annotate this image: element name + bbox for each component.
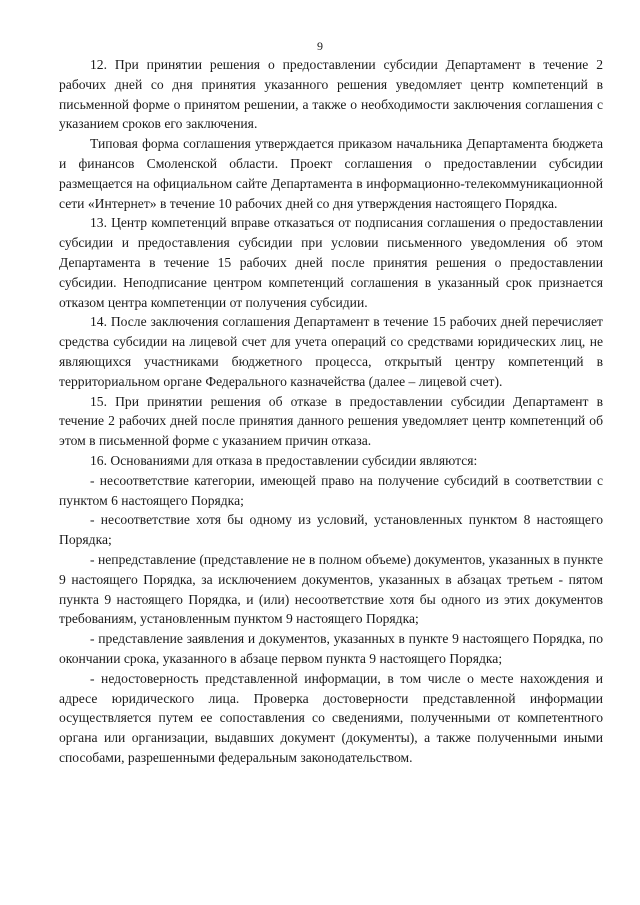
paragraph-15-refusal-notification: 15. При принятии решения об отказе в предоставлении субсидии Департамент в течение 2 рабочих дней после принятия данного решения уведомляет центр компетенций об этом в письменной форме с указанием причин отказа.: [59, 393, 603, 449]
document-body: [59, 55, 603, 768]
list-item-inaccurate-information: - недостоверность представленной информации, в том числе о месте нахождения и адресе юридического лица. Проверка достоверности представленной информации осуществляется путем ее сопоставления со сведениями, полученными от компетентного органа или организации, выдавших документ (документы), а также полученными иными способами, разрешенными федеральным законодательством.: [59, 670, 603, 765]
list-item-documents-missing: - непредставление (представление не в полном объеме) документов, указанных в пункте 9 настоящего Порядка, за исключением документов, указанных в абзацах третьем - пятом пункта 9 настоящего Порядка, и (или) несоответствие хотя бы одного из этих документов требованиям, установленным пунктом 9 настоящего Порядка;: [59, 551, 603, 627]
paragraph-agreement-template: Типовая форма соглашения утверждается приказом начальника Департамента бюджета и финансов Смоленской области. Проект соглашения о предоставлении субсидии размещается на официальном сайте Департамента в информационно-телекоммуникационной сети «Интернет» в течение 10 рабочих дней со дня утверждения настоящего Порядка.: [59, 136, 603, 211]
list-item-late-submission: - представление заявления и документов, указанных в пункте 9 настоящего Порядка, по окончании срока, указанного в абзаце первом пункта 9 настоящего Порядка;: [59, 631, 603, 666]
paragraph-14-transfer-of-funds: 14. После заключения соглашения Департамент в течение 15 рабочих дней перечисляет средства субсидии на лицевой счет для учета операций со средствами юридических лиц, не являющихся участниками бюджетного процесса, открытый центру компетенций в территориальном органе Федерального казначейства (далее – лицевой счет).: [59, 314, 603, 389]
page-number: 9: [317, 39, 323, 53]
paragraph-13-refusal-right: 13. Центр компетенций вправе отказаться от подписания соглашения о предоставлении субсидии и предоставления субсидии при условии письменного уведомления об этом Департамента в течение 15 рабочих дней после принятия решения о предоставлении субсидии. Неподписание центром компетенций соглашения в указанный срок признается отказом центра компетенции от получения субсидии.: [59, 215, 603, 310]
paragraph-12-decision-notification: 12. При принятии решения о предоставлении субсидии Департамент в течение 2 рабочих дней со дня принятия указанного решения уведомляет центр компетенций в письменной форме о принятом решении, а также о необходимости заключения соглашения с указанием сроков его заключения.: [59, 57, 603, 132]
list-item-conditions-mismatch: - несоответствие хотя бы одному из условий, установленных пунктом 8 настоящего Порядка;: [59, 512, 603, 548]
list-item-category-mismatch: - несоответствие категории, имеющей право на получение субсидий в соответствии с пунктом 6 настоящего Порядка;: [59, 472, 603, 508]
paragraph-16-refusal-grounds: 16. Основаниями для отказа в предоставлении субсидии являются:: [90, 452, 478, 468]
